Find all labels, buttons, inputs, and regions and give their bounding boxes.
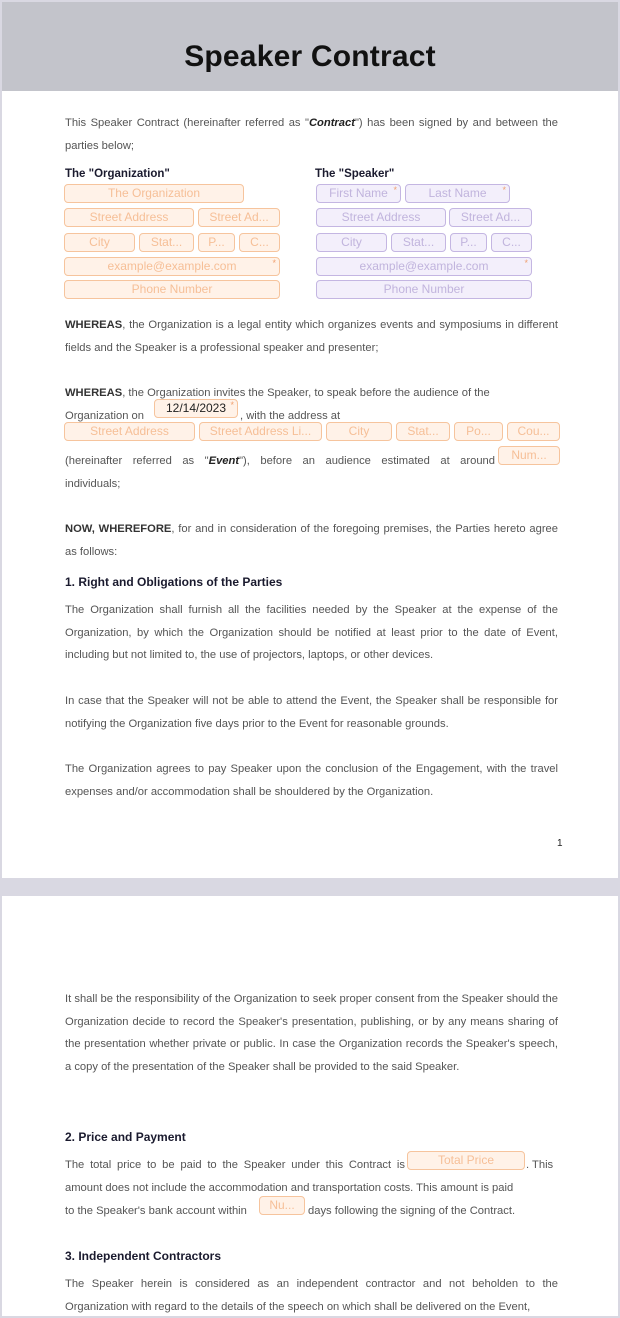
organization-street-field[interactable]: Street Address (64, 208, 194, 227)
speaker-first-name-placeholder: First Name (329, 186, 388, 200)
speaker-postal-field[interactable]: P... (450, 233, 487, 252)
required-asterisk-icon: * (393, 185, 397, 195)
document-page-2 (2, 896, 618, 1316)
whereas-text: , the Organization invites the Speaker, to speak before the audience of the (122, 387, 490, 399)
organization-email-field[interactable] (64, 257, 280, 276)
event-postal-field[interactable]: Po... (454, 422, 503, 441)
section-1-paragraph-3: The Organization agrees to pay Speaker upon the conclusion of the Engagement, with the travel expenses and/or accommodation shall be shouldered by the Organization. (65, 763, 558, 798)
page-number: 1 (557, 838, 563, 849)
intro-paragraph (65, 112, 558, 157)
speaker-street-field[interactable]: Street Address (316, 208, 446, 227)
total-price-field[interactable]: Total Price (407, 1151, 525, 1170)
speaker-email-field[interactable] (316, 257, 532, 276)
whereas-text: , the Organization is a legal entity which organizes events and symposiums in different fields and the Speaker is a professional speaker and presenter; (65, 319, 558, 354)
required-asterisk-icon: * (230, 400, 234, 410)
payment-days-field[interactable]: Nu... (259, 1196, 305, 1215)
intro-text-end: ") has been signed by and between the parties below; (65, 117, 559, 152)
individuals-text: individuals; (65, 478, 121, 490)
section-2-line3: to the Speaker's bank account within (65, 1205, 247, 1217)
required-asterisk-icon: * (524, 258, 528, 268)
section-2-days-text: days following the signing of the Contract. (308, 1205, 516, 1217)
event-date-field[interactable] (154, 399, 238, 418)
section-2-line2: amount does not include the accommodation and transportation costs. This amount is paid (65, 1182, 514, 1194)
organization-state-field[interactable]: Stat... (139, 233, 194, 252)
intro-text: This Speaker Contract (hereinafter referred as " (65, 117, 309, 129)
event-state-field[interactable]: Stat... (396, 422, 450, 441)
speaker-street2-field[interactable]: Street Ad... (449, 208, 532, 227)
section-3-heading: 3. Independent Contractors (65, 1249, 222, 1263)
event-street-field[interactable]: Street Address (64, 422, 195, 441)
organization-street2-field[interactable]: Street Ad... (198, 208, 280, 227)
organization-postal-field[interactable]: P... (198, 233, 235, 252)
whereas-paragraph-2-line1 (65, 382, 558, 405)
speaker-last-name-field[interactable] (405, 184, 510, 203)
section-2-heading: 2. Price and Payment (65, 1130, 186, 1144)
contract-term: Contract (308, 117, 355, 129)
event-city-field[interactable]: City (326, 422, 392, 441)
whereas-lead: WHEREAS (65, 387, 123, 399)
document-title: Speaker Contract (184, 40, 436, 73)
whereas-paragraph-1 (65, 314, 558, 359)
document-page-1 (2, 2, 618, 878)
speaker-phone-field[interactable]: Phone Number (316, 280, 532, 299)
event-country-field[interactable]: Cou... (507, 422, 560, 441)
section-1-paragraph-2: In case that the Speaker will not be able to attend the Event, the Speaker shall be responsible for notifying the Organization five days prior to the Event for reasonable grounds. (65, 695, 558, 730)
whereas-paragraph-2-line4 (65, 450, 495, 473)
now-wherefore-lead: NOW, WHEREFORE (65, 523, 172, 535)
speaker-state-field[interactable]: Stat... (391, 233, 446, 252)
required-asterisk-icon: * (502, 185, 506, 195)
speaker-email-placeholder: example@example.com (359, 259, 489, 273)
event-date-value: 12/14/2023 (165, 401, 227, 415)
organization-name-field[interactable]: The Organization (64, 184, 244, 203)
speaker-heading: The "Speaker" (315, 168, 395, 180)
organization-phone-field[interactable]: Phone Number (64, 280, 280, 299)
audience-text: "), before an audience estimated at around (239, 455, 495, 467)
section-2-this-text: . This (526, 1159, 554, 1171)
section-1-paragraph-1: The Organization shall furnish all the facilities needed by the Speaker at the expense of the Organization, by which the Organization should be notified at least prior to the date of Event, including but not limited to, the use of projectors, laptops, or other devices. (65, 604, 558, 661)
now-wherefore-text: , for and in consideration of the foregoing premises, the Parties hereto agree as follows: (65, 523, 558, 558)
event-term: Event (208, 455, 240, 467)
hereinafter-text: (hereinafter referred as " (65, 455, 209, 467)
now-wherefore-paragraph (65, 518, 558, 563)
section-1-heading: 1. Right and Obligations of the Parties (65, 575, 283, 589)
audience-number-field[interactable]: Num... (498, 446, 560, 465)
speaker-last-name-placeholder: Last Name (428, 186, 487, 200)
organization-on-text: Organization on (65, 410, 144, 422)
address-at-text: , with the address at (240, 410, 341, 422)
section-2-line1: The total price to be paid to the Speaker under this Contract is (65, 1159, 405, 1171)
speaker-country-field[interactable]: C... (491, 233, 532, 252)
organization-email-placeholder: example@example.com (107, 259, 237, 273)
organization-heading: The "Organization" (65, 168, 170, 180)
organization-city-field[interactable]: City (64, 233, 135, 252)
whereas-lead: WHEREAS (65, 319, 123, 331)
section-3-paragraph-1: The Speaker herein is considered as an independent contractor and not beholden to the Organization with regard to the details of the speech on which shall be delivered on the Event, (65, 1278, 558, 1313)
required-asterisk-icon: * (272, 258, 276, 268)
speaker-first-name-field[interactable] (316, 184, 401, 203)
speaker-city-field[interactable]: City (316, 233, 387, 252)
section-1-paragraph-4: It shall be the responsibility of the Organization to seek proper consent from the Speaker should the Organization decide to record the Speaker's presentation, publishing, or by any means sharing of the presentation whether private or public. In case the Organization records the Speaker's speech, a copy of the presentation of the Speaker shall be provided to the said Speaker. (65, 993, 558, 1073)
event-street2-field[interactable]: Street Address Li... (199, 422, 322, 441)
organization-country-field[interactable]: C... (239, 233, 280, 252)
